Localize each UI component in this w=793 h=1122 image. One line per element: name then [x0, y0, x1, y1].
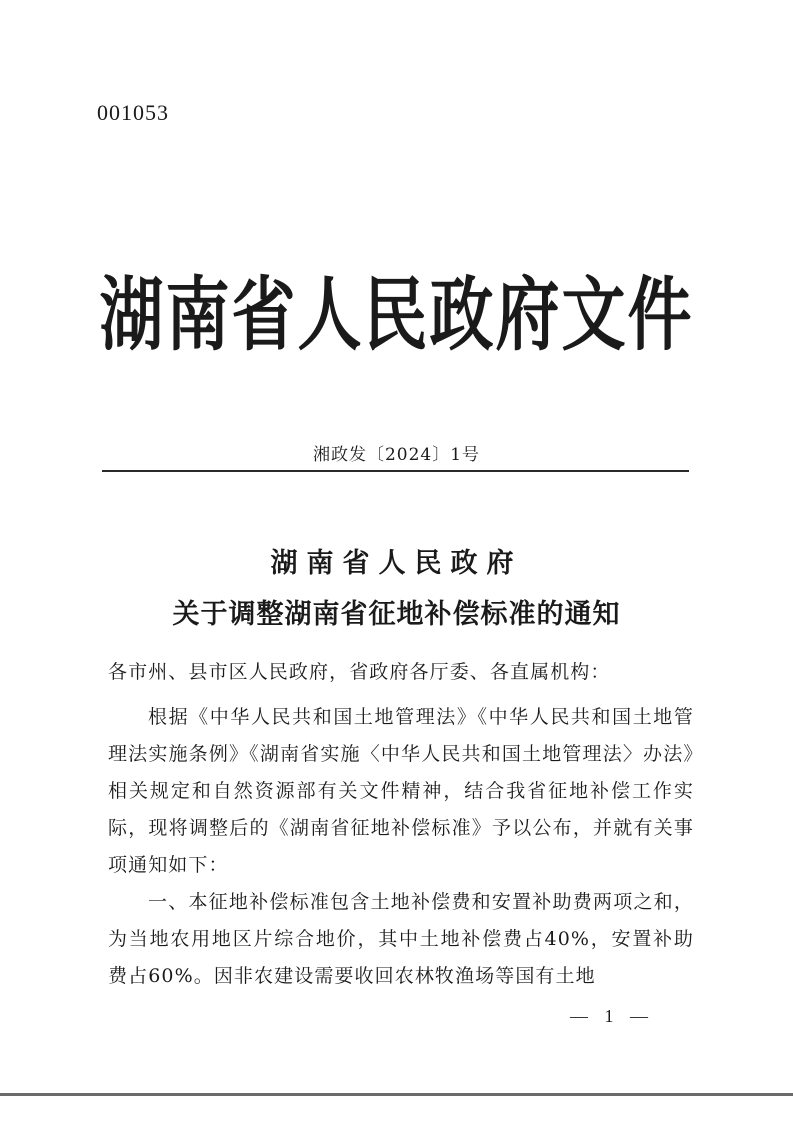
title-issuer: 湖南省人民政府 — [270, 548, 523, 579]
file-number: 湘政发〔2024〕1号 — [312, 445, 481, 465]
scan-bottom-edge — [0, 1093, 793, 1096]
document-masthead — [0, 268, 793, 364]
document-serial-number: 001053 — [97, 100, 169, 125]
masthead-text: 湖南省人民政府文件 — [99, 268, 694, 363]
masthead-divider — [102, 470, 689, 472]
paragraph-item-1: 一、本征地补偿标准包含土地补偿费和安置补助费两项之和，为当地农用地区片综合地价，其中土地补偿费占40%，安置补助费占60%。因非农建设需要收回农林牧渔场等国有土地 — [108, 891, 694, 987]
page-number: — 1 — — [570, 1006, 654, 1026]
salutation: 各市州、县市区人民政府，省政府各厅委、各直属机构： — [108, 661, 611, 683]
paragraph-intro: 根据《中华人民共和国土地管理法》《中华人民共和国土地管理法实施条例》《湖南省实施〈中华人民共和国土地管理法〉办法》相关规定和自然资源部有关文件精神，结合我省征地补偿工作实际，现将调整后的《湖南省征地补偿标准》予以公布，并就有关事项通知如下： — [108, 706, 694, 876]
title-subject: 关于调整湖南省征地补偿标准的通知 — [172, 599, 621, 630]
